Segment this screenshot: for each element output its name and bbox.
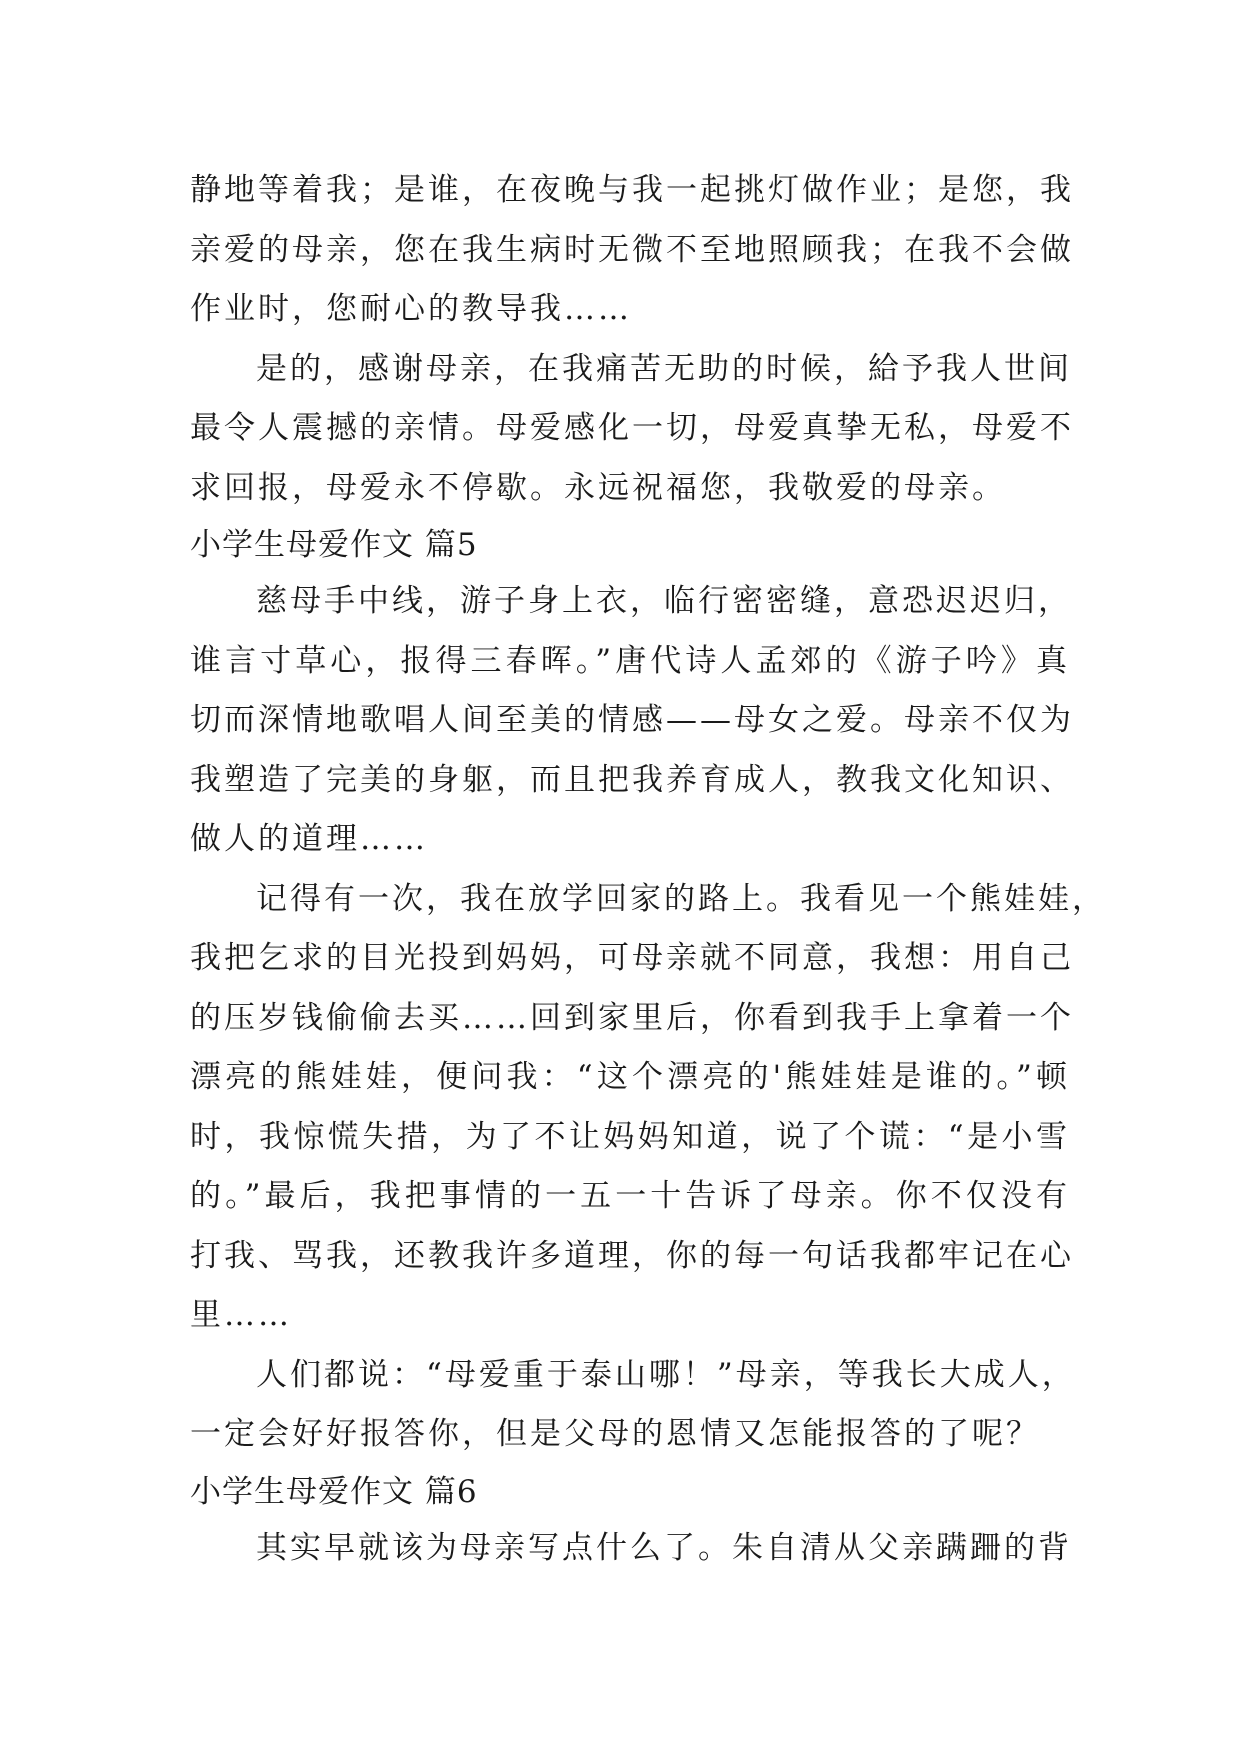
text-line: 其实早就该为母亲写点什么了。朱自清从父亲蹒跚的背 bbox=[256, 1529, 1072, 1566]
text-line: 漂亮的熊娃娃，便问我：“这个漂亮的'熊娃娃是谁的。”顿 bbox=[190, 1059, 1070, 1095]
text-line: 一定会好好报答你，但是父母的恩情又怎能报答的了呢？ bbox=[190, 1416, 1040, 1452]
text-line: 记得有一次，我在放学回家的路上。我看见一个熊娃娃， bbox=[256, 880, 1106, 917]
text-line: 我把乞求的目光投到妈妈，可母亲就不同意，我想：用自己 bbox=[190, 940, 1074, 976]
text-line: 里…… bbox=[190, 1297, 292, 1333]
text-line: 时，我惊慌失措，为了不让妈妈知道，说了个谎：“是小雪 bbox=[190, 1118, 1070, 1155]
text-line: 作业时，您耐心的教导我…… bbox=[190, 291, 632, 327]
text-line: 的。”最后，我把事情的一五一十告诉了母亲。你不仅没有 bbox=[190, 1178, 1070, 1214]
section-heading: 小学生母爱作文 篇5 bbox=[190, 527, 478, 563]
text-line: 我塑造了完美的身躯，而且把我养育成人，教我文化知识、 bbox=[190, 761, 1074, 798]
text-line: 谁言寸草心，报得三春晖。”唐代诗人孟郊的《游子吟》真 bbox=[190, 642, 1070, 679]
text-line: 做人的道理…… bbox=[190, 821, 428, 857]
text-line: 的压岁钱偷偷去买……回到家里后，你看到我手上拿着一个 bbox=[190, 999, 1074, 1036]
text-line: 求回报，母爱永不停歇。永远祝福您，我敬爱的母亲。 bbox=[190, 469, 1006, 506]
text-line: 打我、骂我，还教我许多道理，你的每一句话我都牢记在心 bbox=[190, 1237, 1074, 1274]
text-line: 人们都说：“母爱重于泰山哪！”母亲，等我长大成人， bbox=[256, 1356, 1076, 1393]
section-heading: 小学生母爱作文 篇6 bbox=[190, 1473, 478, 1510]
text-line: 静地等着我；是谁，在夜晚与我一起挑灯做作业；是您，我 bbox=[190, 172, 1074, 208]
text-line: 是的，感谢母亲，在我痛苦无助的时候，給予我人世间 bbox=[256, 350, 1072, 387]
text-line: 慈母手中线，游子身上衣，临行密密缝，意恐迟迟归， bbox=[256, 583, 1072, 619]
text-line: 切而深情地歌唱人间至美的情感——母女之爱。母亲不仅为 bbox=[190, 702, 1074, 738]
text-line: 亲爱的母亲，您在我生病时无微不至地照顾我；在我不会做 bbox=[190, 231, 1074, 268]
text-line: 最令人震撼的亲情。母爱感化一切，母爱真挚无私，母爱不 bbox=[190, 410, 1074, 446]
essay-body bbox=[190, 161, 1106, 1578]
